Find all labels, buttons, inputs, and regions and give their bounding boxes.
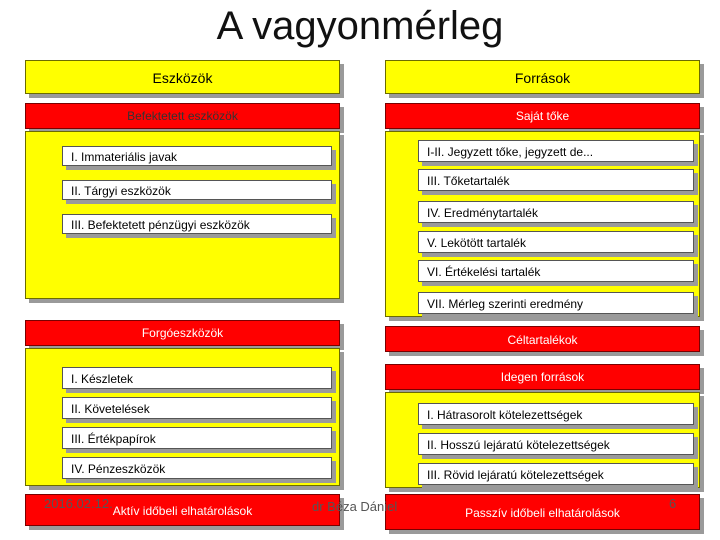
footer-page-number: 6	[669, 496, 677, 511]
fixed-assets-header	[25, 103, 340, 129]
liabilities-label: Idegen források	[500, 370, 585, 384]
fixed-item-3-label: III. Befektetett pénzügyi eszközök	[71, 218, 250, 232]
liability-item-3	[418, 463, 694, 485]
equity-item-5	[418, 260, 694, 282]
current-item-1-label: I. Készletek	[71, 372, 134, 386]
assets-header: Eszközök	[152, 70, 213, 86]
equity-item-4	[418, 231, 694, 253]
slide-title: A vagyonmérleg	[216, 4, 504, 48]
fixed-item-1-label: I. Immateriális javak	[71, 150, 178, 164]
liability-item-1-label: I. Hátrasorolt kötelezettségek	[427, 408, 583, 422]
fixed-item-1	[62, 146, 332, 166]
current-assets-header	[25, 320, 340, 346]
assets-header-box	[25, 60, 340, 94]
current-item-4-label: IV. Pénzeszközök	[71, 462, 166, 476]
current-item-1	[62, 367, 332, 389]
liabilities-header	[385, 364, 700, 390]
active-accruals-label: Aktív időbeli elhatárolások	[112, 504, 253, 518]
liability-item-1	[418, 403, 694, 425]
passive-accruals-label: Passzív időbeli elhatárolások	[465, 506, 620, 520]
equity-item-2-label: III. Tőketartalék	[427, 174, 510, 188]
equity-item-3-label: IV. Eredménytartalék	[427, 206, 538, 220]
equity-item-5-label: VI. Értékelési tartalék	[427, 265, 541, 279]
equity-header	[385, 103, 700, 129]
provisions-header	[385, 326, 700, 352]
sources-header-box	[385, 60, 700, 94]
current-item-3	[62, 427, 332, 449]
equity-item-4-label: V. Lekötött tartalék	[427, 236, 526, 250]
fixed-item-2	[62, 180, 332, 200]
current-assets-label: Forgóeszközök	[141, 326, 224, 340]
equity-item-2	[418, 169, 694, 191]
liability-item-3-label: III. Rövid lejáratú kötelezettségek	[427, 468, 604, 482]
current-item-2-label: II. Követelések	[71, 402, 150, 416]
footer-author: dr Béza Dániel	[312, 499, 398, 514]
liability-item-2	[418, 433, 694, 455]
equity-item-1	[418, 140, 694, 162]
equity-label: Saját tőke	[515, 109, 570, 123]
fixed-item-3	[62, 214, 332, 234]
fixed-item-2-label: II. Tárgyi eszközök	[71, 184, 171, 198]
passive-accruals	[385, 494, 700, 530]
current-item-2	[62, 397, 332, 419]
fixed-assets-label: Befektetett eszközök	[127, 109, 238, 123]
equity-item-6-label: VII. Mérleg szerinti eredmény	[427, 297, 584, 311]
equity-item-6	[418, 292, 694, 314]
sources-header: Források	[514, 70, 571, 86]
current-item-4	[62, 457, 332, 479]
equity-item-1-label: I-II. Jegyzett tőke, jegyzett de...	[427, 145, 594, 159]
footer-date: 2016.02.12.	[44, 496, 113, 511]
provisions-label: Céltartalékok	[507, 333, 578, 347]
current-item-3-label: III. Értékpapírok	[71, 432, 156, 446]
equity-item-3	[418, 201, 694, 223]
liability-item-2-label: II. Hosszú lejáratú kötelezettségek	[427, 438, 610, 452]
